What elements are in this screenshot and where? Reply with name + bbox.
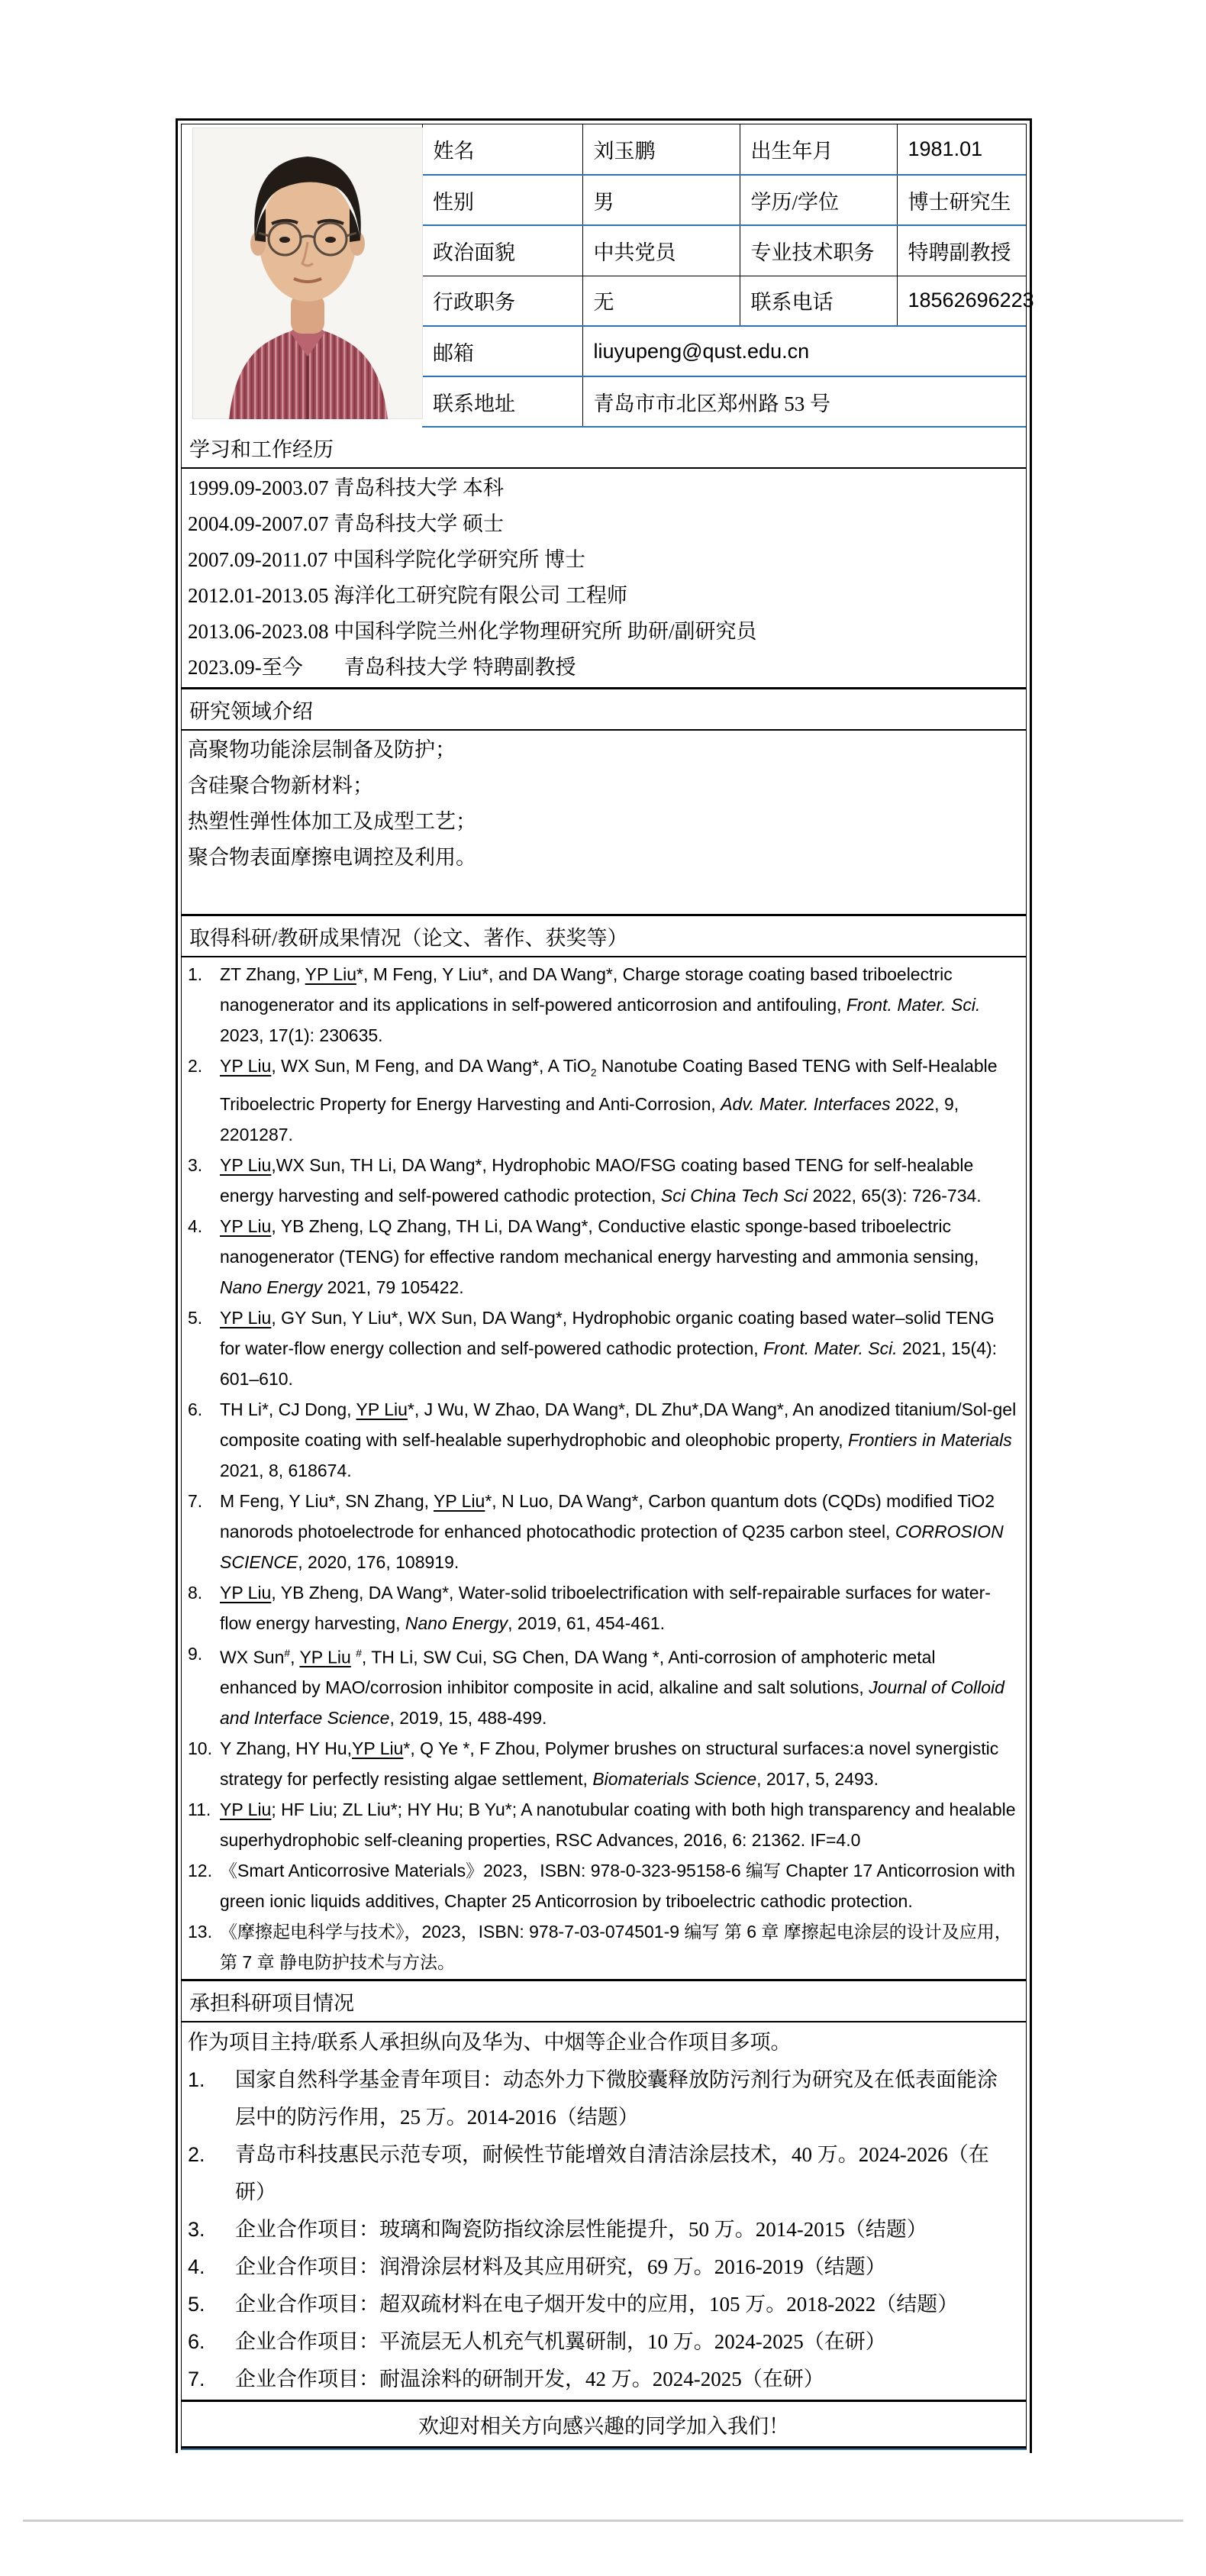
- experience-list: [182, 469, 1026, 687]
- info-label-phone: 联系电话: [740, 276, 897, 326]
- publication-text: 《摩擦起电科学与技术》，2023，ISBN: 978-7-03-074501-9 编写 第 6 章 摩擦起电涂层的设计及应用，第 7 章 静电防护技术与方法。: [220, 1922, 1012, 1973]
- portrait-photo-image: [192, 128, 423, 419]
- research-areas-list: [182, 731, 1026, 914]
- publication-number: 4.: [188, 1215, 203, 1236]
- project-item: [188, 2323, 1017, 2361]
- publication-text: ZT Zhang, YP Liu*, M Feng, Y Liu*, and DA Wang*, Charge storage coating based triboelectric nanogenerator and its applications in self-powered anticorrosion and antifouling, Front. Mater. Sci. 2023, 17(1): 230635.: [220, 964, 981, 1045]
- publication-number: 12.: [188, 1861, 212, 1881]
- project-number: 1.: [188, 2068, 205, 2092]
- section-header-achievements: 取得科研/教研成果情况（论文、著作、获奖等）: [182, 914, 1026, 957]
- section-header-projects: 承担科研项目情况: [182, 1979, 1026, 2022]
- research-area-item: 含硅聚合物新材料；: [188, 774, 373, 797]
- experience-item: 2007.09-2011.07 中国科学院化学研究所 博士: [188, 548, 585, 571]
- project-list: [182, 2022, 1026, 2400]
- publication-item: [188, 1855, 1017, 1916]
- info-label-admin: 行政职务: [422, 276, 582, 326]
- publication-text: TH Li*, CJ Dong, YP Liu*, J Wu, W Zhao, DA Wang*, DL Zhu*,DA Wang*, An anodized titanium/Sol-gel composite coating with self-healable superhydrophobic and oleophobic property, Frontiers in Materials 2021, 8, 618674.: [220, 1399, 1017, 1480]
- publication-list: [182, 957, 1026, 1979]
- publication-text: WX Sun#, YP Liu #, TH Li, SW Cui, SG Chen, DA Wang *, Anti-corrosion of amphoteric metal enhanced by MAO/corrosion inhibitor composite in acid, alkaline and salt solutions, Journal of Colloid and Interface Science, 2019, 15, 488-499.: [220, 1647, 1004, 1729]
- info-value-birth: 1981.01: [897, 124, 1026, 175]
- research-area-item: 聚合物表面摩擦电调控及利用。: [188, 846, 476, 869]
- project-intro: 作为项目主持/联系人承担纵向及华为、中烟等企业合作项目多项。: [188, 2031, 792, 2055]
- publication-item: [188, 1303, 1017, 1394]
- experience-item: 2013.06-2023.08 中国科学院兰州化学物理研究所 助研/副研究员: [188, 620, 757, 643]
- publication-item: [188, 959, 1017, 1051]
- info-label-email: 邮箱: [422, 326, 582, 376]
- publication-item: [188, 1916, 1017, 1977]
- publication-text: YP Liu, YB Zheng, LQ Zhang, TH Li, DA Wang*, Conductive elastic sponge-based triboelectric nanogenerator (TENG) for effective random mechanical energy harvesting and ammonia sensing, Nano Energy 2021, 79 105422.: [220, 1215, 979, 1297]
- info-label-political: 政治面貌: [422, 225, 582, 276]
- info-value-title: 特聘副教授: [897, 225, 1026, 276]
- profile-document-inner: [181, 124, 1034, 2450]
- project-number: 4.: [188, 2255, 205, 2279]
- table-row: [182, 124, 1026, 175]
- project-item: [188, 2061, 1017, 2136]
- publication-text: YP Liu, YB Zheng, DA Wang*, Water-solid triboelectrification with self-repairable surfaces for water-flow energy harvesting, Nano Energy, 2019, 61, 454-461.: [220, 1582, 991, 1633]
- publication-item: [188, 1794, 1017, 1855]
- publication-number: 13.: [188, 1922, 212, 1942]
- experience-item: 1999.09-2003.07 青岛科技大学 本科: [188, 476, 504, 499]
- project-text: 青岛市科技惠民示范专项，耐候性节能增效自清洁涂层技术，40 万。2024-2026（在研）: [235, 2143, 989, 2204]
- info-label-degree: 学历/学位: [740, 175, 897, 225]
- experience-item: 2023.09-至今 青岛科技大学 特聘副教授: [188, 656, 576, 679]
- info-value-name: 刘玉鹏: [582, 124, 740, 175]
- publication-item: [188, 1733, 1017, 1794]
- publication-item: [188, 1394, 1017, 1486]
- project-item: [188, 2136, 1017, 2211]
- publication-text: YP Liu, GY Sun, Y Liu*, WX Sun, DA Wang*, Hydrophobic organic coating based water–solid TENG for water-flow energy collection and self-powered cathodic protection, Front. Mater. Sci. 2021, 15(4): 601–610.: [220, 1307, 998, 1389]
- project-item: [188, 2361, 1017, 2398]
- publication-text: Y Zhang, HY Hu,YP Liu*, Q Ye *, F Zhou, Polymer brushes on structural surfaces:a novel synergistic strategy for perfectly resisting algae settlement, Biomaterials Science, 2017, 5, 2493.: [220, 1738, 999, 1790]
- info-label-name: 姓名: [422, 124, 582, 175]
- footer-message: 欢迎对相关方向感兴趣的同学加入我们！: [182, 2400, 1026, 2448]
- project-item: [188, 2248, 1017, 2286]
- page-divider: [23, 2520, 1183, 2522]
- publication-number: 3.: [188, 1154, 203, 1175]
- publication-number: 10.: [188, 1738, 212, 1759]
- publication-text: 《Smart Anticorrosive Materials》2023，ISBN: 978-0-323-95158-6 编写 Chapter 17 Anticorrosion with green ionic liquids additives, Chapter 25 Anticorrosion by triboelectric cathodic protection.: [220, 1861, 1015, 1912]
- info-label-birth: 出生年月: [740, 124, 897, 175]
- project-number: 6.: [188, 2330, 205, 2354]
- publication-text: YP Liu,WX Sun, TH Li, DA Wang*, Hydrophobic MAO/FSG coating based TENG for self-healable energy harvesting and self-powered cathodic protection, Sci China Tech Sci 2022, 65(3): 726-734.: [220, 1154, 982, 1206]
- info-value-admin: 无: [582, 276, 740, 326]
- publication-number: 9.: [188, 1643, 203, 1664]
- publication-number: 8.: [188, 1582, 203, 1603]
- project-text: 企业合作项目：平流层无人机充气机翼研制，10 万。2024-2025（在研）: [235, 2330, 886, 2354]
- section-header-research: 研究领域介绍: [182, 687, 1026, 731]
- research-area-item: 热塑性弹性体加工及成型工艺；: [188, 810, 476, 833]
- section-header-experience: 学习和工作经历: [182, 428, 1026, 469]
- publication-text: YP Liu; HF Liu; ZL Liu*; HY Hu; B Yu*; A nanotubular coating with both high transparency and healable superhydrophobic self-cleaning properties, RSC Advances, 2016, 6: 21362. IF=4.0: [220, 1800, 1016, 1851]
- publication-item: [188, 1150, 1017, 1211]
- profile-document: [176, 118, 1032, 2453]
- project-text: 国家自然科学基金青年项目：动态外力下微胶囊释放防污剂行为研究及在低表面能涂层中的防污作用，25 万。2014-2016（结题）: [235, 2068, 998, 2129]
- project-number: 7.: [188, 2368, 205, 2391]
- personal-info-table: [182, 124, 1034, 428]
- info-value-email: liuyupeng@qust.edu.cn: [582, 326, 1026, 376]
- info-value-phone: 18562696223: [897, 276, 1026, 326]
- project-item: [188, 2286, 1017, 2323]
- project-text: 企业合作项目：耐温涂料的研制开发，42 万。2024-2025（在研）: [235, 2368, 824, 2391]
- info-label-gender: 性别: [422, 175, 582, 225]
- info-value-degree: 博士研究生: [897, 175, 1026, 225]
- portrait-photo: [182, 124, 422, 427]
- publication-item: [188, 1638, 1017, 1734]
- publication-item: [188, 1051, 1017, 1150]
- publication-number: 7.: [188, 1490, 203, 1511]
- project-item: [188, 2211, 1017, 2248]
- experience-item: 2004.09-2007.07 青岛科技大学 硕士: [188, 512, 504, 535]
- project-number: 2.: [188, 2143, 205, 2167]
- publication-number: 1.: [188, 964, 203, 984]
- info-label-address: 联系地址: [422, 376, 582, 427]
- publication-number: 5.: [188, 1307, 203, 1328]
- publication-number: 2.: [188, 1056, 203, 1076]
- publication-number: 6.: [188, 1399, 203, 1419]
- publication-item: [188, 1486, 1017, 1577]
- publication-number: 11.: [188, 1800, 211, 1820]
- project-number: 5.: [188, 2293, 205, 2316]
- info-value-address: 青岛市市北区郑州路 53 号: [582, 376, 1026, 427]
- publication-text: YP Liu, WX Sun, M Feng, and DA Wang*, A TiO$_2$ Nanotube Coating Based TENG with Self-Healable Triboelectric Property for Energy Harvesting and Anti-Corrosion, Adv. Mater. Interfaces 2022, 9, 2201287.: [220, 1056, 998, 1144]
- publication-item: [188, 1211, 1017, 1303]
- project-number: 3.: [188, 2218, 205, 2242]
- project-text: 企业合作项目：润滑涂层材料及其应用研究，69 万。2016-2019（结题）: [235, 2255, 886, 2279]
- publication-item: [188, 1577, 1017, 1638]
- research-area-item: 高聚物功能涂层制备及防护；: [188, 738, 456, 761]
- info-value-political: 中共党员: [582, 225, 740, 276]
- info-label-title: 专业技术职务: [740, 225, 897, 276]
- project-text: 企业合作项目：玻璃和陶瓷防指纹涂层性能提升，50 万。2014-2015（结题）: [235, 2218, 927, 2242]
- info-value-gender: 男: [582, 175, 740, 225]
- publication-text: M Feng, Y Liu*, SN Zhang, YP Liu*, N Luo, DA Wang*, Carbon quantum dots (CQDs) modified TiO2 nanorods photoelectrode for enhanced photocathodic protection of Q235 carbon steel, CORROSION SCIENCE, 2020, 176, 108919.: [220, 1490, 1004, 1572]
- experience-item: 2012.01-2013.05 海洋化工研究院有限公司 工程师: [188, 584, 627, 607]
- project-text: 企业合作项目：超双疏材料在电子烟开发中的应用，105 万。2018-2022（结题）: [235, 2293, 959, 2316]
